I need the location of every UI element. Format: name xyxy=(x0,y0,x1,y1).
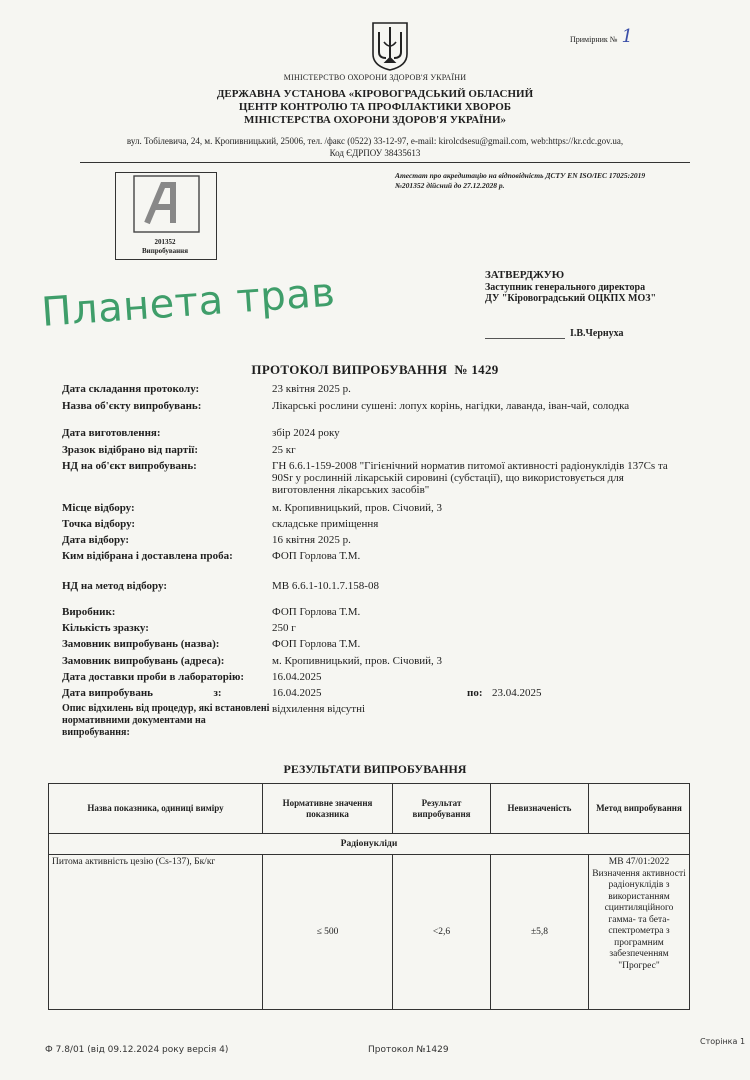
results-group-row xyxy=(49,834,690,855)
field-value: Лікарські рослини сушені: лопух корінь, нагідки, лаванда, іван-чай, солодка xyxy=(272,400,630,412)
field-value: ФОП Горлова Т.М. xyxy=(272,550,361,562)
field-value: 250 г xyxy=(272,622,296,634)
brand-stamp: Планета трав xyxy=(40,269,337,336)
column-header: Назва показника, одиниці виміру xyxy=(49,784,263,834)
column-header: Результат випробування xyxy=(393,784,491,834)
uncertainty: ±5,8 xyxy=(491,855,589,1010)
results-header-row xyxy=(49,784,690,834)
accreditation-line: №201352 дійсний до 27.12.2028 р. xyxy=(395,181,505,190)
field-label: Дата випробувань з: xyxy=(62,687,222,699)
protocol-title xyxy=(0,362,750,378)
protocol-title-text: ПРОТОКОЛ ВИПРОБУВАННЯ xyxy=(251,362,448,377)
org-line: ЦЕНТР КОНТРОЛЮ ТА ПРОФІЛАКТИКИ ХВОРОБ xyxy=(238,101,512,113)
field-label: Виробник: xyxy=(62,606,116,618)
field-label: Місце відбору: xyxy=(62,502,135,514)
field-label: Кількість зразку: xyxy=(62,622,149,634)
field-value: 16.04.2025 xyxy=(272,671,322,683)
approval-block xyxy=(485,270,656,305)
org-line: МІНІСТЕРСТВА ОХОРОНИ ЗДОРОВ'Я УКРАЇНИ» xyxy=(243,114,507,126)
organization-address xyxy=(0,135,750,159)
field-value: 16 квітня 2025 р. xyxy=(272,534,351,546)
normative-value: ≤ 500 xyxy=(263,855,393,1010)
column-header: Невизначеність xyxy=(491,784,589,834)
field-label: Дата доставки проби в лабораторію: xyxy=(62,671,245,683)
field-value: ФОП Горлова Т.М. xyxy=(272,638,361,650)
approval-line: Заступник генерального директора xyxy=(485,281,646,293)
field-value: 25 кг xyxy=(272,444,296,456)
field-to-label: по: xyxy=(467,687,483,699)
field-value: м. Кропивницький, пров. Січовий, 3 xyxy=(272,502,443,514)
edrpou-code: Код ЄДРПОУ 38435613 xyxy=(329,148,421,158)
approval-line: ДУ "Кіровоградський ОЦКПХ МОЗ" xyxy=(485,293,657,304)
field-label: НД на метод відбору: xyxy=(62,580,167,592)
field-value: 23 квітня 2025 р. xyxy=(272,383,351,395)
field-value: 16.04.2025 xyxy=(272,687,322,699)
field-value: м. Кропивницький, пров. Січовий, 3 xyxy=(272,655,443,667)
accreditation-box-caption xyxy=(115,238,215,256)
footer-protocol: Протокол №1429 xyxy=(368,1045,449,1055)
accreditation-line: Атестат про акредитацію на відповідність ДСТУ EN ISO/IEC 17025:2019 xyxy=(395,171,646,180)
accreditation-logo-icon xyxy=(133,175,200,233)
field-value: складське приміщення xyxy=(272,518,379,530)
address-line: вул. Тобілевича, 24, м. Кропивницький, 25006, тел. /факс (0522) 33-12-97, e-mail: kirolcdsesu@gmail.com, web:https://kr.cdc.gov.ua, xyxy=(126,136,624,146)
field-label: Дата складання протоколу: xyxy=(62,383,200,395)
indicator-name: Питома активність цезію (Cs-137), Бк/кг xyxy=(49,855,263,1010)
organization-name xyxy=(0,88,750,127)
field-value: МВ 6.6.1-10.1.7.158-08 xyxy=(272,580,379,592)
column-header: Метод випробування xyxy=(589,784,690,834)
header-divider xyxy=(80,162,690,163)
results-group: Радіонукліди xyxy=(49,834,690,855)
org-line: ДЕРЖАВНА УСТАНОВА «КІРОВОГРАДСЬКИЙ ОБЛАСНИЙ xyxy=(216,88,534,100)
field-value: ГН 6.6.1-159-2008 "Гігієнічний норматив питомої активності радіонуклідів 137Cs та 90Sr у рослинній лікарській сировині (субстації), що використовується для виготовлення лікарських засобів" xyxy=(272,460,668,496)
trident-emblem-icon xyxy=(370,20,410,72)
field-label: Зразок відібрано від партії: xyxy=(62,444,198,456)
signature-line xyxy=(485,338,565,339)
accreditation-box-number: 201352 xyxy=(154,238,176,246)
results-table xyxy=(48,783,690,1010)
footer-form: Ф 7.8/01 (від 09.12.2024 року версія 4) xyxy=(45,1045,229,1055)
accreditation-box-label: Випробування xyxy=(142,247,188,255)
field-value: збір 2024 року xyxy=(272,427,340,439)
column-header: Нормативне значення показника xyxy=(263,784,393,834)
field-label: Дата виготовлення: xyxy=(62,427,161,439)
field-label: Дата відбору: xyxy=(62,534,129,546)
accreditation-note xyxy=(395,171,715,191)
field-label: Точка відбору: xyxy=(62,518,136,530)
ministry-header: МІНІСТЕРСТВО ОХОРОНИ ЗДОРОВ'Я УКРАЇНИ xyxy=(283,73,467,82)
copy-number xyxy=(570,26,633,47)
copy-number-value: 1 xyxy=(621,26,633,47)
test-method: МВ 47/01:2022 Визначення активності радіонуклідів з використанням сцинтиляційного гамма- та бета-спектрометра з програмним забезпеченням "Прогрес" xyxy=(589,855,690,1010)
results-title: РЕЗУЛЬТАТИ ВИПРОБУВАННЯ xyxy=(283,762,467,776)
protocol-number: 1429 xyxy=(471,362,499,377)
copy-number-label: Примірник № xyxy=(570,35,618,44)
field-label: Ким відібрана і доставлена проба: xyxy=(62,550,233,562)
footer-page: Сторінка 1 xyxy=(700,1037,746,1046)
field-value: ФОП Горлова Т.М. xyxy=(272,606,361,618)
table-row xyxy=(49,855,690,1010)
field-label: НД на об'єкт випробувань: xyxy=(62,460,197,472)
field-label: Назва об'єкту випробувань: xyxy=(62,400,202,412)
test-result: <2,6 xyxy=(393,855,491,1010)
approval-line: ЗАТВЕРДЖУЮ xyxy=(485,269,565,281)
approver-name: І.В.Чернуха xyxy=(570,328,624,339)
field-to-value: 23.04.2025 xyxy=(492,687,542,699)
field-label: Опис відхилень від процедур, які встановлені нормативними документами на випробування: xyxy=(62,703,270,738)
field-label: Замовник випробувань (адреса): xyxy=(62,655,225,667)
field-value: відхилення відсутні xyxy=(272,703,366,715)
field-label: Замовник випробувань (назва): xyxy=(62,638,220,650)
protocol-number-label: № xyxy=(454,362,468,377)
